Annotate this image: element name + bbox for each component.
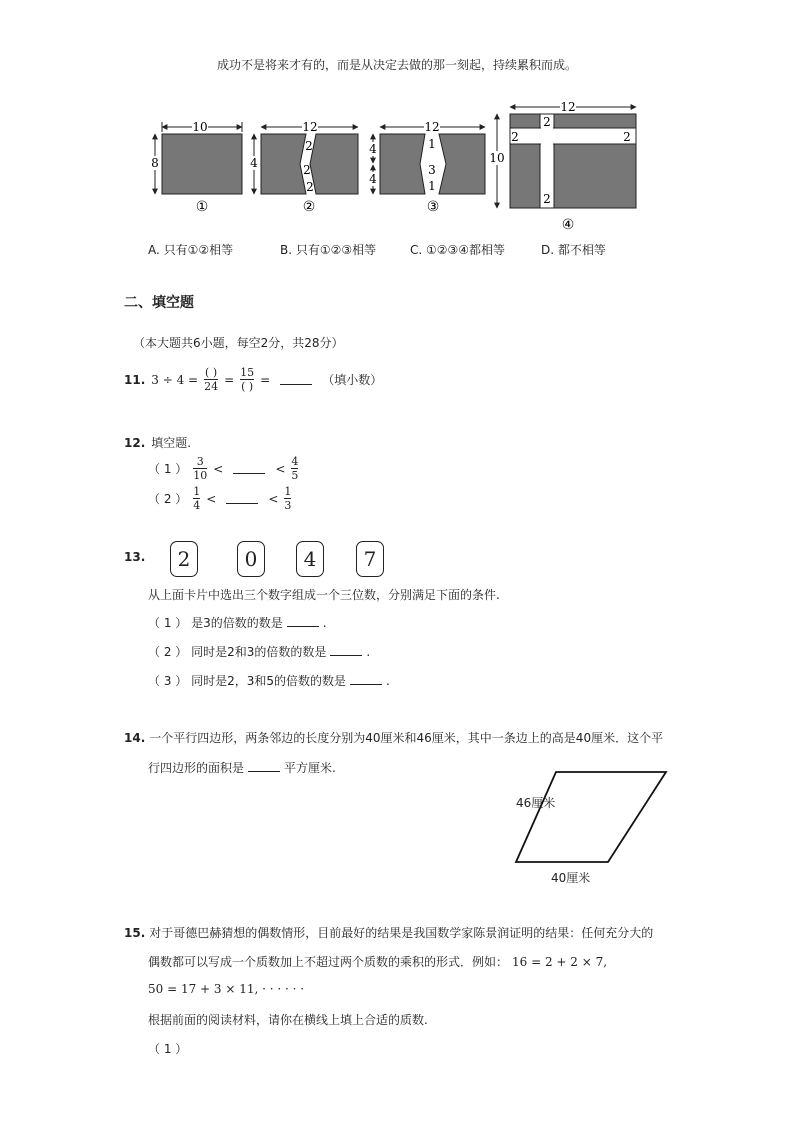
question-12: [124, 434, 191, 451]
q13-intro: 从上面卡片中选出三个数字组成一个三位数，分别满足下面的条件.: [148, 588, 500, 602]
digit-card: 2: [170, 541, 198, 577]
q11-equals: =: [224, 372, 235, 387]
q13-part-2: [148, 643, 370, 660]
numerator: 3: [196, 455, 204, 468]
fig1-top-label: 10: [192, 120, 208, 134]
parallelogram-figure: [510, 765, 675, 890]
q13-part-3: [148, 672, 390, 689]
q12-p1-label: （ 1 ）: [148, 462, 188, 476]
fig2-top-label: 12: [302, 120, 318, 134]
q15-example-1: 16 = 2 + 2 × 7,: [512, 955, 608, 969]
q15-example-2: 50 = 17 + 3 × 11, · · · · · ·: [148, 982, 305, 996]
q13-part-1: [148, 614, 327, 631]
q13-p1-label: （ 1 ）: [148, 616, 188, 630]
q14-line-1: 一个平行四边形，两条邻边的长度分别为40厘米和46厘米，其中一条边上的高是40厘米．这个平: [149, 731, 664, 745]
denominator: 10: [193, 469, 208, 482]
fig3-side-label-1: 4: [369, 142, 377, 156]
option-d: D. 都不相等: [541, 243, 606, 257]
q11-f1-numerator: ( ): [205, 366, 218, 379]
period: .: [322, 616, 327, 630]
fig3-seg-3: 1: [428, 179, 436, 193]
q15-line-1: 对于哥德巴赫猜想的偶数情形，目前最好的结果是我国数学家陈景润证明的结果：任何充分大的: [149, 926, 654, 940]
fig4-number: ④: [561, 217, 575, 233]
fig2-seg-1: 2: [305, 139, 313, 153]
fig3-number: ③: [426, 199, 440, 215]
q12-p2-blank[interactable]: [226, 493, 258, 504]
question-13-number: 13.: [124, 550, 146, 564]
q11-equals-2: =: [260, 372, 271, 387]
fig3-top-label: 12: [424, 120, 440, 134]
fig3-seg-2: 3: [428, 163, 436, 177]
denominator: 5: [291, 469, 299, 482]
fig1-side-label: 8: [151, 156, 159, 170]
fig2-side-label: 4: [250, 156, 258, 170]
question-11: [124, 366, 382, 393]
q14-line-2a: 行四边形的面积是: [148, 761, 245, 775]
question-number: 15.: [124, 926, 146, 940]
fig4-top-label: 12: [560, 100, 576, 114]
q15-line-4: 根据前面的阅读材料，请你在横线上填上合适的质数.: [148, 1013, 428, 1027]
denominator: 3: [284, 499, 292, 512]
question-14: [124, 729, 663, 746]
figure-2: [248, 120, 358, 215]
less-than: <: [213, 461, 224, 476]
fig4-seg-1: 2: [543, 115, 551, 129]
q12-p1-fraction-b: [291, 455, 298, 482]
header-motto: 成功不是将来才有的，而是从决定去做的那一刻起，持续累积而成。: [216, 58, 577, 72]
digit-card: 0: [237, 541, 265, 577]
q14-answer-blank[interactable]: [248, 761, 280, 772]
q11-lhs: 3 ÷ 4 =: [151, 372, 199, 387]
question-number: 14.: [124, 731, 146, 745]
digit-card: 7: [356, 541, 384, 577]
section-title: 二、填空题: [124, 295, 194, 311]
fig1-number: ①: [195, 199, 209, 215]
section-note: （本大题共6小题，每空2分，共28分）: [133, 336, 344, 350]
q11-f1-denominator: 24: [204, 380, 219, 393]
q11-fraction-2: [240, 366, 254, 393]
fig4-seg-4: 2: [543, 192, 551, 206]
digit-card: 4: [296, 541, 324, 577]
q13-p2-text: 同时是2和3的倍数的数是: [191, 645, 327, 659]
q15-line-2: [148, 953, 607, 970]
q11-fraction-1: [204, 366, 218, 393]
numerator: 4: [291, 455, 299, 468]
q14-line-2b: 平方厘米.: [284, 761, 336, 775]
q15-line-2-text: 偶数都可以写成一个质数加上不超过两个质数的乘积的形式．例如：: [148, 955, 509, 969]
q12-p2-label: （ 2 ）: [148, 492, 188, 506]
q15-p1-label: （ 1 ）: [148, 1042, 188, 1056]
period: .: [386, 674, 390, 688]
q11-f2-numerator: 15: [240, 366, 255, 379]
parallelogram-side-label: 46厘米: [516, 796, 556, 810]
question-number: 11.: [124, 372, 146, 387]
q12-p2-fraction-b: [284, 485, 291, 512]
period: .: [366, 645, 371, 659]
figure-4: [489, 100, 636, 233]
option-c: C. ①②③④都相等: [410, 243, 506, 257]
less-than: <: [268, 491, 279, 506]
fig4-side-label: 10: [489, 151, 505, 165]
option-b: B. 只有①②③相等: [280, 243, 377, 257]
fig4-seg-2: 2: [511, 130, 519, 144]
option-a: A. 只有①②相等: [148, 243, 234, 257]
fig3-seg-1: 1: [428, 137, 436, 151]
q14-line-2: [148, 759, 336, 776]
q11-f2-denominator: ( ): [241, 380, 254, 393]
fig2-seg-3: 2: [306, 180, 314, 194]
parallelogram-base-label: 40厘米: [551, 871, 591, 885]
q13-p2-label: （ 2 ）: [148, 645, 188, 659]
less-than: <: [275, 461, 286, 476]
question-number: 12.: [124, 435, 146, 450]
rectangle-figures: [140, 98, 660, 238]
q13-p1-text: 是3的倍数的数是: [191, 616, 283, 630]
figure-1: [149, 120, 242, 215]
q11-hint: （填小数）: [322, 373, 383, 387]
question-15: [124, 924, 653, 941]
q11-answer-blank[interactable]: [280, 374, 312, 385]
fig3-side-label-2: 4: [369, 172, 377, 186]
q12-p2-fraction-a: [193, 485, 200, 512]
q13-p3-text: 同时是2，3和5的倍数的数是: [191, 674, 346, 688]
numerator: 1: [284, 485, 292, 498]
q13-p3-blank[interactable]: [350, 674, 382, 685]
q12-title: 填空题.: [151, 436, 192, 450]
fig2-seg-2: 2: [303, 163, 311, 177]
q12-part-1: [148, 455, 298, 482]
fig2-number: ②: [302, 199, 316, 215]
numerator: 1: [193, 485, 201, 498]
fig4-seg-3: 2: [623, 130, 631, 144]
q13-p1-blank[interactable]: [287, 616, 319, 627]
q13-p2-blank[interactable]: [330, 645, 362, 656]
q12-part-2: [148, 485, 291, 512]
less-than: <: [206, 491, 217, 506]
denominator: 4: [193, 499, 201, 512]
figure-3: [368, 120, 485, 215]
q12-p1-fraction-a: [193, 455, 207, 482]
q12-p1-blank[interactable]: [233, 463, 265, 474]
q13-p3-label: （ 3 ）: [148, 674, 188, 688]
